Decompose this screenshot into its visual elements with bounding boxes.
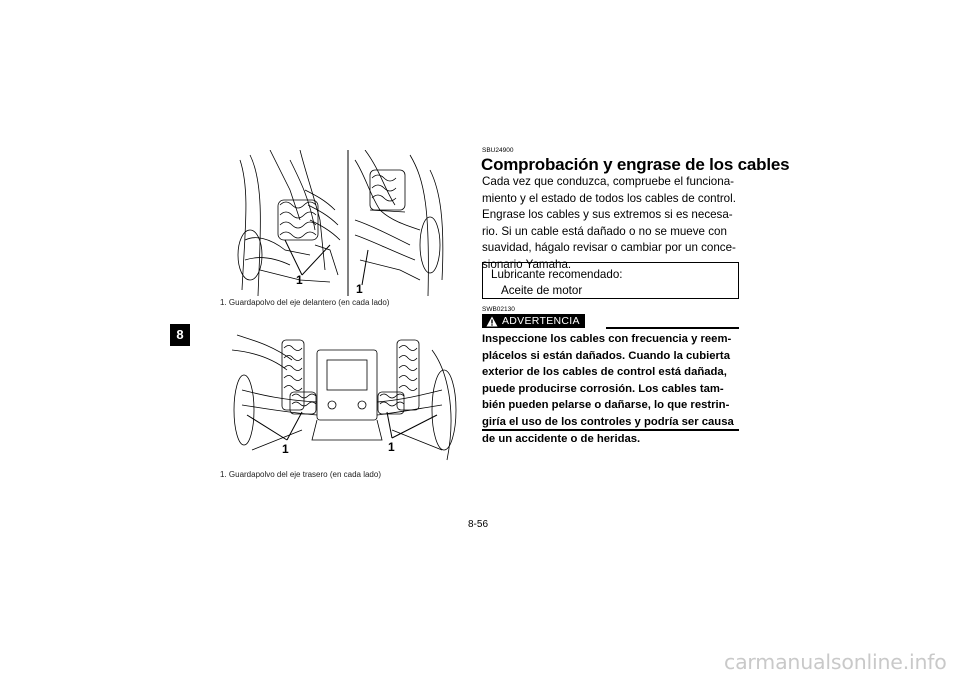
lubricant-box — [482, 262, 739, 299]
warning-badge — [482, 314, 585, 328]
paragraph-line: sionario Yamaha. — [482, 257, 572, 271]
section-title: Comprobación y engrase de los cables — [481, 155, 790, 174]
callout-number: 1 — [282, 442, 289, 456]
page-number: 8-56 — [468, 519, 489, 530]
warning-code: SWB02130 — [482, 306, 515, 313]
warning-line: puede producirse corrosión. Los cables tam- — [482, 382, 724, 395]
warning-label: ADVERTENCIA — [502, 315, 580, 327]
rear-axle-figure — [232, 330, 460, 466]
section-code: SBU24900 — [482, 147, 514, 154]
paragraph-line: Cada vez que conduzca, compruebe el funciona- — [482, 175, 734, 188]
warning-bottom-rule — [482, 429, 739, 431]
warning-triangle-icon — [486, 316, 498, 327]
paragraph-line: rio. Si un cable está dañado o no se mueve con — [482, 224, 727, 238]
front-axle-figure — [230, 150, 460, 296]
warning-line: giría el uso de los controles y podría ser causa — [482, 415, 734, 428]
lubricant-label: Lubricante recomendado: — [491, 268, 623, 281]
chapter-tab: 8 — [170, 324, 190, 346]
warning-line: bién pueden pelarse o dañarse, lo que restrin- — [482, 399, 730, 412]
warning-top-rule — [606, 327, 739, 329]
warning-line: Inspeccione los cables con frecuencia y reem- — [482, 333, 732, 345]
callout-number: 1 — [356, 282, 363, 296]
watermark: carmanualsonline.info — [724, 650, 947, 674]
paragraph-line: suavidad, hágalo revisar o cambiar por un conce- — [482, 241, 736, 254]
warning-line: de un accidente o de heridas. — [482, 432, 641, 445]
paragraph-line: Engrase los cables y sus extremos si es necesa- — [482, 208, 733, 221]
front-axle-caption: 1. Guardapolvo del eje delantero (en cada lado) — [220, 298, 390, 307]
rear-axle-illustration — [232, 330, 460, 466]
callout-number: 1 — [388, 440, 395, 454]
callout-number: 1 — [296, 273, 303, 287]
front-axle-illustration — [230, 150, 460, 296]
section-paragraph — [482, 174, 739, 273]
paragraph-line: miento y el estado de todos los cables de control. — [482, 191, 736, 205]
lubricant-value: Aceite de motor — [501, 284, 583, 297]
warning-line: plácelos si están dañados. Cuando la cubierta — [482, 349, 730, 362]
rear-axle-caption: 1. Guardapolvo del eje trasero (en cada lado) — [220, 470, 381, 479]
warning-line: exterior de los cables de control está dañada, — [482, 366, 727, 379]
